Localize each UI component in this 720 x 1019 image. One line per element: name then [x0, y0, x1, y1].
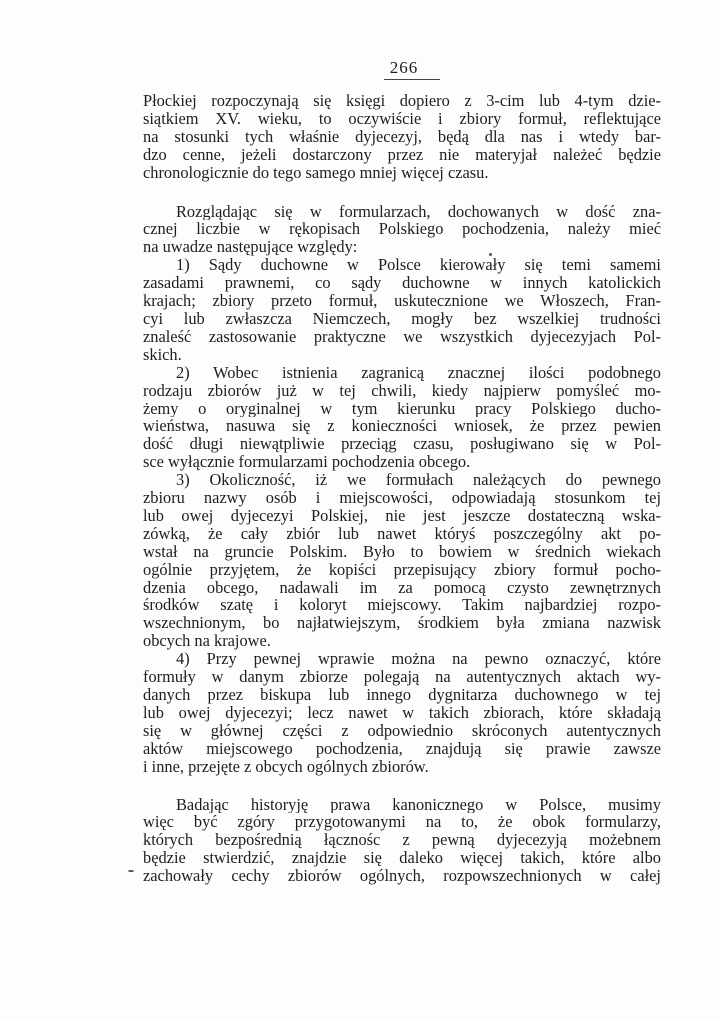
- text-line: 1) Sądy duchowne w Polsce kierowały się temi samemi: [176, 256, 661, 275]
- text-line: żemy o oryginalnej w tym kierunku pracy Polskiego ducho-: [143, 399, 661, 418]
- text-line: których bezpośrednią łącznośc z pewną dyjecezyją możebnem: [143, 831, 661, 850]
- text-line: na uwadze następujące względy:: [143, 238, 358, 257]
- text-line: lub owej dyjecezyi Polskiej, nie jest jeszcze dostateczną wska-: [143, 506, 661, 525]
- text-line: się w głównej części z odpowiednio skróconych autentycznych: [143, 721, 661, 740]
- text-line: aktów miejscowego pochodzenia, znajdują się prawie zawsze: [143, 739, 661, 758]
- scan-speck: [128, 870, 134, 872]
- text-line: dość długi niewątpliwie przeciąg czasu, posługiwano się w Pol-: [143, 435, 661, 454]
- text-line: skich.: [143, 345, 182, 364]
- text-line: zachowały cechy zbiorów ogólnych, rozpowszechnionych w całej: [143, 867, 661, 886]
- text-line: zówką, że cały zbiór lub nawet któryś poszczególny akt po-: [143, 524, 661, 543]
- text-line: znaleść zastosowanie praktyczne we wszystkich dyjecezyjach Pol-: [143, 327, 661, 346]
- text-line: wszechnionym, bo najłatwiejszym, środkiem była zmiana nazwisk: [143, 614, 661, 633]
- text-line: zbioru nazwy osób i miejscowości, odpowiadają stosunkom tej: [143, 489, 661, 507]
- text-line: sce wyłącznie formularzami pochodzenia obcego.: [143, 453, 471, 472]
- text-line: danych przez biskupa lub innego dygnitarza duchownego w tej: [143, 686, 661, 704]
- text-line: formuły w danym zbiorze polegają na autentycznych aktach wy-: [143, 668, 661, 686]
- header-rule: [384, 79, 440, 80]
- text-line: 2) Wobec istnienia zagranicą znacznej ilości podobnego: [176, 363, 661, 382]
- text-line: siątkiem XV. wieku, to oczywiście i zbiory formuł, reflektujące: [143, 109, 661, 128]
- text-line: dzo cenne, jeżeli dostarczony przez nie materyjał należeć będzie: [143, 145, 661, 164]
- text-line: rodzaju zbiorów już w tej chwili, kiedy najpierw pomyśleć mo-: [143, 381, 661, 400]
- text-line: krajach; zbiory przeto formuł, uskutecznione we Włoszech, Fran-: [143, 292, 661, 310]
- text-line: ogólnie przyjętem, że kopiści przepisujący zbiory formuł pocho-: [143, 560, 661, 579]
- paragraph-point-4: [143, 650, 661, 775]
- text-line: i inne, przejęte z obcych ogólnych zbiorów.: [143, 757, 429, 776]
- body-text: [143, 92, 661, 885]
- text-line: Rozglądając się w formularzach, dochowanych w dość zna-: [176, 202, 661, 221]
- scan-speck: [489, 253, 492, 256]
- text-line: cznej liczbie w rękopisach Polskiego pochodzenia, należy mieć: [143, 220, 661, 239]
- text-line: na stosunki tych właśnie dyjecezyj, będą dla nas i wtedy bar-: [143, 127, 661, 146]
- paragraph-point-2: [143, 364, 661, 471]
- text-line: 4) Przy pewnej wprawie można na pewno oznaczyć, które: [176, 650, 661, 669]
- text-line: będzie stwierdzić, znajdzie się daleko więcej takich, które albo: [143, 849, 661, 868]
- text-line: Badając historyję prawa kanonicznego w Polsce, musimy: [176, 795, 661, 814]
- text-line: środków szatę i koloryt miejscowy. Takim najbardziej rozpo-: [143, 596, 661, 615]
- paragraph-point-3: [143, 471, 661, 650]
- paragraph-closing: [143, 796, 661, 886]
- text-line: zasadami prawnemi, co sądy duchowne w innych katolickich: [143, 274, 661, 293]
- text-line: wstał na gruncie Polskim. Było to bowiem w średnich wiekach: [143, 542, 661, 561]
- text-line: chronologicznie do tego samego mniej więcej czasu.: [143, 163, 489, 182]
- text-line: wieństwa, nasuwa się z konieczności wniosek, że przez pewien: [143, 417, 661, 436]
- paragraph-intro: [143, 203, 661, 257]
- text-line: Płockiej rozpoczynają się księgi dopiero z 3-cim lub 4-tym dzie-: [143, 92, 661, 110]
- text-line: dzenia obcego, nadawali im za pomocą czysto zewnętrznych: [143, 578, 661, 597]
- paragraph-continuation: [143, 92, 661, 182]
- paragraph-point-1: [143, 256, 661, 363]
- page-number: 266: [389, 58, 419, 77]
- text-line: więc być zgóry przygotowanymi na to, że obok formularzy,: [143, 813, 661, 832]
- text-line: 3) Okoliczność, iż we formułach należących do pewnego: [176, 471, 661, 490]
- text-line: lub owej dyjecezyi; lecz nawet w takich zbiorach, które składają: [143, 703, 661, 722]
- text-line: obcych na krajowe.: [143, 632, 271, 651]
- text-line: cyi lub zwłaszcza Niemczech, mogły bez wszelkiej trudności: [143, 309, 661, 328]
